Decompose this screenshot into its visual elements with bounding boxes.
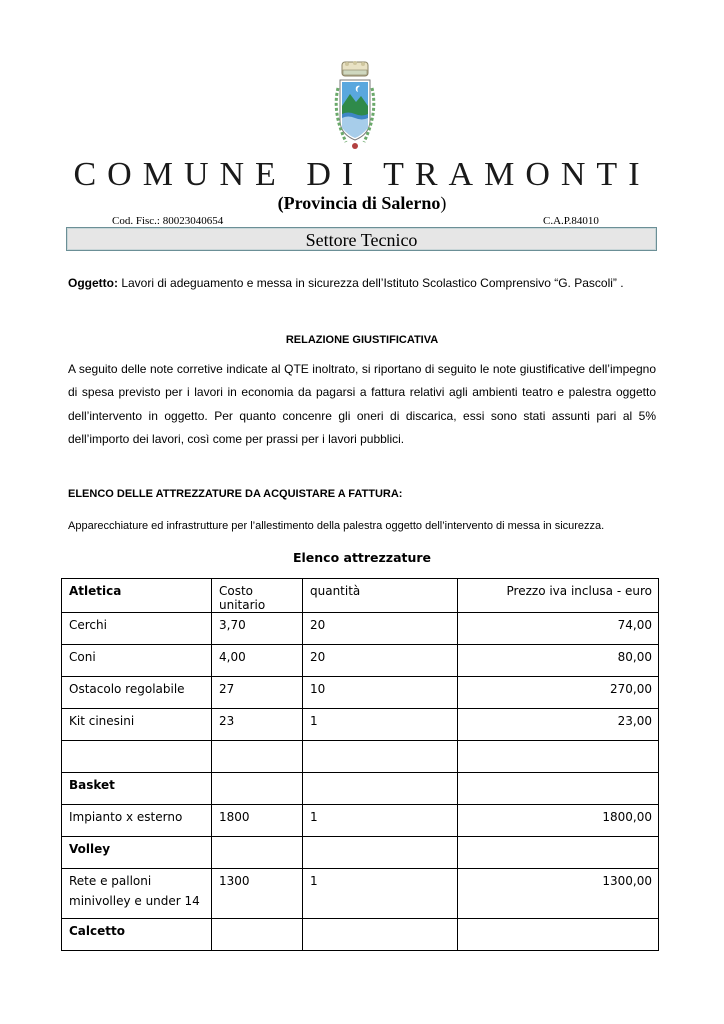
table-cell: 1 — [303, 709, 458, 741]
table-cell — [303, 741, 458, 773]
provincia-close: ) — [440, 193, 447, 213]
table-cell: Rete e palloni minivolley e under 14 — [62, 869, 212, 919]
cap-code: C.A.P.84010 — [543, 215, 599, 227]
table-cell: 1300 — [212, 869, 303, 919]
header-cell: quantità — [303, 579, 458, 613]
table-caption: Elenco attrezzature — [292, 550, 432, 565]
table-cell: Basket — [62, 773, 212, 805]
comune-crest-logo — [328, 58, 382, 158]
table-cell: Impianto x esterno — [62, 805, 212, 837]
header-cell: Costo unitario — [212, 579, 303, 613]
table-cell: Volley — [62, 837, 212, 869]
table-row — [62, 677, 659, 709]
table-cell: 27 — [212, 677, 303, 709]
table-cell — [303, 837, 458, 869]
oggetto-paragraph — [68, 276, 657, 291]
table-row — [62, 869, 659, 919]
comune-title: COMUNE DI TRAMONTI — [73, 156, 651, 193]
table-cell — [212, 773, 303, 805]
table-cell: Coni — [62, 645, 212, 677]
table-cell: 23 — [212, 709, 303, 741]
table-cell — [458, 741, 659, 773]
table-cell: Cerchi — [62, 613, 212, 645]
table-cell: 3,70 — [212, 613, 303, 645]
table-cell: Kit cinesini — [62, 709, 212, 741]
table-cell: 1800,00 — [458, 805, 659, 837]
table-cell: 23,00 — [458, 709, 659, 741]
table-cell: 4,00 — [212, 645, 303, 677]
table-cell — [62, 741, 212, 773]
elenco-title: ELENCO DELLE ATTREZZATURE DA ACQUISTARE A FATTURA: — [68, 488, 403, 500]
oggetto-label: Oggetto: — [68, 276, 118, 290]
table-cell: 20 — [303, 645, 458, 677]
table-cell: 270,00 — [458, 677, 659, 709]
table-cell — [303, 919, 458, 951]
settore-banner: Settore Tecnico — [66, 227, 657, 251]
table-row — [62, 837, 659, 869]
table-cell — [212, 837, 303, 869]
header-cell: Atletica — [62, 579, 212, 613]
table-cell: 1 — [303, 805, 458, 837]
attrezzature-table — [61, 578, 659, 951]
table-row — [62, 773, 659, 805]
table-header-row — [62, 579, 659, 613]
table-row — [62, 919, 659, 951]
table-cell — [212, 741, 303, 773]
table-cell — [458, 773, 659, 805]
table-cell: 1300,00 — [458, 869, 659, 919]
table-cell — [458, 837, 659, 869]
table-row — [62, 741, 659, 773]
table-cell: 10 — [303, 677, 458, 709]
relazione-title: RELAZIONE GIUSTIFICATIVA — [285, 334, 439, 346]
table-row — [62, 709, 659, 741]
table-row — [62, 645, 659, 677]
table-cell — [303, 773, 458, 805]
table-cell: Ostacolo regolabile — [62, 677, 212, 709]
table-row — [62, 613, 659, 645]
table-cell — [212, 919, 303, 951]
relazione-body: A seguito delle note corretive indicate al QTE inoltrato, si riportano di seguito le note giustificative dell’impegno di spesa previsto per i lavori in economia da pagarsi a fattura relativi agli ambienti teatro e palestra oggetto dell’intervento in oggetto. Per quanto concenre gli oneri di discarica, essi sono stati assunti pari al 5% dell’importo dei lavori, così come per prassi per i lavori pubblici. — [68, 362, 656, 446]
oggetto-text: Lavori di adeguamento e messa in sicurezza dell’Istituto Scolastico Comprensivo “G. Pascoli” . — [118, 276, 624, 290]
provincia-subtitle — [0, 193, 724, 214]
table-cell: 80,00 — [458, 645, 659, 677]
table-cell: 1 — [303, 869, 458, 919]
table-row — [62, 805, 659, 837]
table-cell: 20 — [303, 613, 458, 645]
table-cell: Calcetto — [62, 919, 212, 951]
provincia-text: (Provincia di Salerno — [277, 193, 441, 213]
elenco-subtitle: Apparecchiature ed infrastrutture per l’allestimento della palestra oggetto dell’intervento di messa in sicurezza. — [68, 520, 605, 532]
header-cell: Prezzo iva inclusa - euro — [458, 579, 659, 613]
table-cell — [458, 919, 659, 951]
codice-fiscale: Cod. Fisc.: 80023040654 — [112, 215, 224, 227]
table-cell: 74,00 — [458, 613, 659, 645]
table-cell: 1800 — [212, 805, 303, 837]
